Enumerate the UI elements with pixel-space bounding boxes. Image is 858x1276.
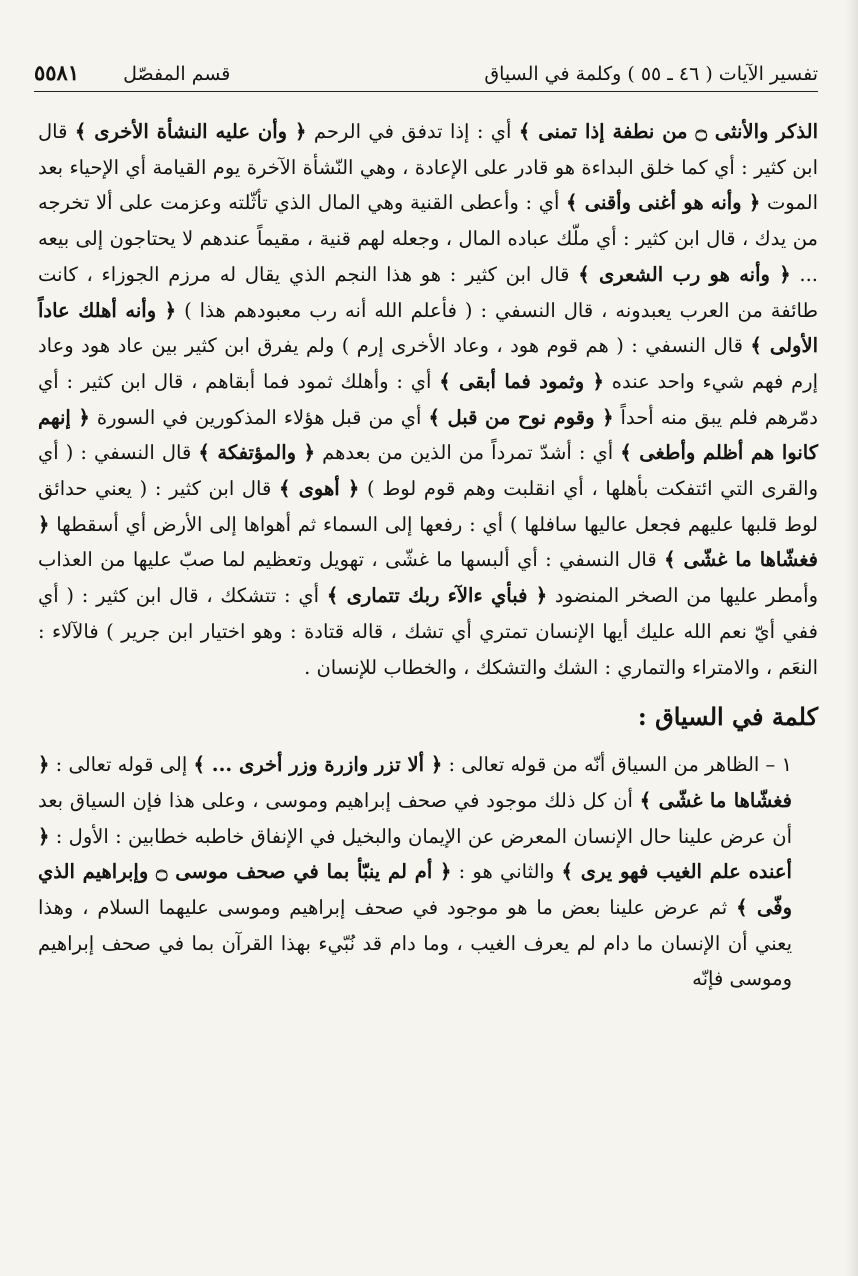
scan-edge-shadow <box>846 0 858 1276</box>
commentary-span: أي : وأعطى القنية وهي المال الذي تأثّلته وعزمت على ألا تخرجه من يدك ، قال ابن كثير : أي ملّك عباده المال ، وجعله لهم قنية ، مقيماً عندهم لا يحتاجون إلى بيعه ... <box>38 191 819 286</box>
paragraph-tafsir <box>38 114 818 685</box>
commentary-span: إلى قوله تعالى : <box>49 753 194 777</box>
commentary-span: قال النسفي : أي ألبسها ما غشّى ، تهويل وتعظيم لما صبّ عليها من العذاب وأمطر عليها من الصخر المنضود <box>38 548 818 608</box>
quran-verse-span: ﴿ فبأي ءالآء ربك تتمارى ﴾ <box>326 584 548 608</box>
quran-verse-span: ﴿ أهوى ﴾ <box>278 477 360 501</box>
quran-verse-span: ﴿ فغشّاها ما غشّى ﴾ <box>38 753 792 812</box>
paragraph-context <box>38 747 818 997</box>
commentary-span: أن كل ذلك موجود في صحف إبراهيم وموسى ، وعلى هذا فإن السياق بعد أن عرض علينا حال الإنسان المعرض عن الإيمان والبخيل في الإنفاق خاطبه خطابين : الأول : <box>38 788 792 848</box>
quran-verse-span: ﴿ فغشّاها ما غشّى ﴾ <box>38 512 818 572</box>
commentary-span: أي : إذا تدفق في الرحم <box>306 120 519 143</box>
section-heading: كلمة في السياق : <box>637 702 818 732</box>
quran-verse-span: ﴿ وقوم نوح من قبل ﴾ <box>428 405 614 429</box>
header-section: قسم المفصّل <box>123 63 231 85</box>
commentary-span: أي : وأهلك ثمود فما أبقاهم ، قال ابن كثير : أي دمّرهم فلم يبق منه أحداً <box>38 369 818 429</box>
commentary-span: والثاني هو : <box>451 860 562 884</box>
quran-verse-span: ﴿ أم لم ينبّأ بما في صحف موسى ۝ وإبراهيم الذي وفّى ﴾ <box>38 860 792 920</box>
commentary-span: أي من قبل هؤلاء المذكورين في السورة <box>89 405 429 429</box>
quran-verse-span: الذكر والأنثى ۝ من نطفة إذا تمنى ﴾ <box>518 120 819 143</box>
commentary-span: قال ابن كثير : أي كما خلق البداءة هو قادر على الإعادة ، وهي النّشأة الآخرة يوم القيامة أي الإحياء بعد الموت <box>38 120 819 215</box>
quran-verse-span: ﴿ وأنه هو أغنى وأقنى ﴾ <box>566 191 761 215</box>
quran-verse-span: ﴿ إنهم كانوا هم أظلم وأطغى ﴾ <box>38 405 818 465</box>
commentary-span: قال ابن كثير : هو هذا النجم الذي يقال له مرزم الجوزاء ، كانت طائفة من العرب يعبدونه ، قال النسفي : ( فأعلم الله أنه رب معبودهم هذا ) <box>38 262 818 322</box>
quran-verse-span: ﴿ وأنه هو رب الشعرى ﴾ <box>578 262 791 286</box>
commentary-span: ١ – الظاهر من السياق أنّه من قوله تعالى : <box>442 753 793 777</box>
commentary-span: قال النسفي : ( أي والقرى التي ائتفكت بأهلها ، أي انقلبت وهم قوم لوط ) <box>38 441 819 501</box>
running-header <box>34 52 818 92</box>
header-title: تفسير الآيات ( ٤٦ ـ ٥٥ ) وكلمة في السياق <box>484 63 818 85</box>
header-left-group <box>34 60 230 85</box>
commentary-span: أي : أشدّ تمرداً من الذين من بعدهم <box>315 441 621 465</box>
commentary-span: قال النسفي : ( هم قوم هود ، وعاد الأخرى إرم ) ولم يفرق ابن كثير بين عاد هود وعاد إرم فهم شيء واحد عنده <box>38 334 818 393</box>
quran-verse-span: ﴿ وأن عليه النشأة الأخرى ﴾ <box>74 120 307 143</box>
body-text <box>38 114 818 997</box>
commentary-span: أي : تتشكك ، قال ابن كثير : ( أي ففي أيّ نعم الله عليك أيها الإنسان تمتري أي تشك ، قاله قتادة : وهو اختيار ابن جرير ) فالآلاء : النعَم ، والامتراء والتماري : الشك والتشكك ، والخطاب للإنسان . <box>38 584 818 679</box>
commentary-span: ثم عرض علينا بعض ما هو موجود في صحف إبراهيم وموسى عليهما السلام ، وهذا يعني أن الإنسان ما دام لم يعرف الغيب ، وما دام قد نُبّيء بهذا القرآن بما في صحف إبراهيم وموسى فإنّه <box>38 896 792 991</box>
quran-verse-span: ﴿ أعنده علم الغيب فهو يرى ﴾ <box>38 824 792 884</box>
quran-verse-span: ﴿ وثمود فما أبقى ﴾ <box>439 369 604 393</box>
quran-verse-span: ﴿ وأنه أهلك عاداً الأولى ﴾ <box>38 298 818 358</box>
page-number: ٥٥٨١ <box>34 60 80 85</box>
quran-verse-span: ﴿ ألا تزر وازرة وزر أخرى ... ﴾ <box>193 753 443 777</box>
commentary-span: قال ابن كثير : ( يعني حدائق لوط قلبها عليهم فجعل عاليها سافلها ) أي : رفعها إلى السماء ثم أهواها إلى الأرض أي أسقطها <box>38 477 818 536</box>
quran-verse-span: ﴿ والمؤتفكة ﴾ <box>198 441 316 465</box>
